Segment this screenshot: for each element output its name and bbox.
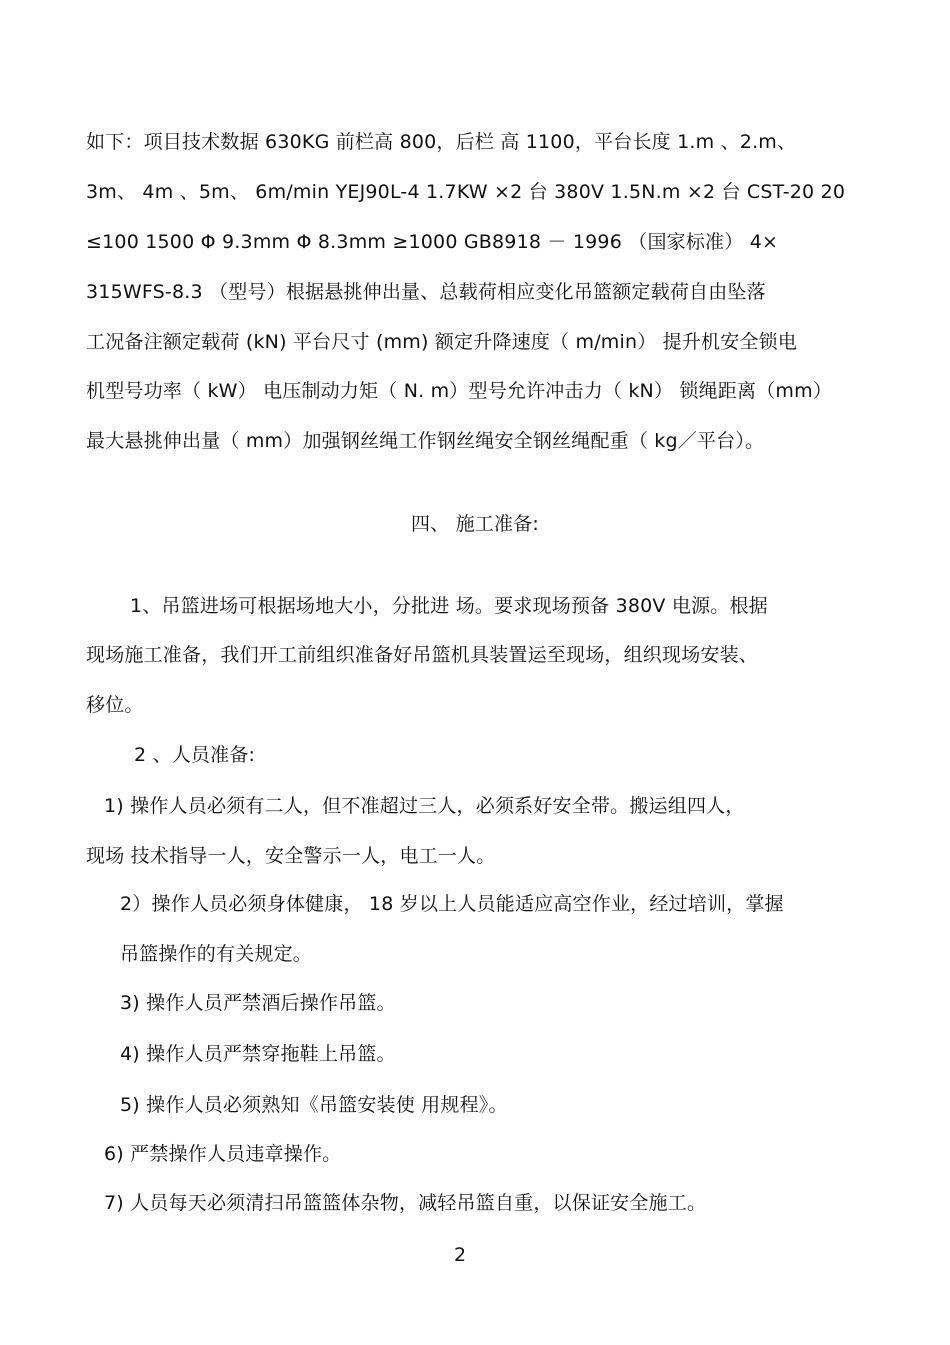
para1-line-2: 现场施工准备，我们开工前组织准备好吊篮机具装置运至现场，组织现场安装、 — [86, 644, 759, 666]
intro-line-6: 机型号功率（ kW） 电压制动力矩（ N. m）型号允许冲击力（ kN） 锁绳距离（mm） — [86, 380, 833, 402]
list-item-2a: 2）操作人员必须身体健康， 18 岁以上人员能适应高空作业，经过培训，掌握 — [120, 893, 784, 915]
intro-line-5: 工况备注额定载荷 (kN) 平台尺寸 (mm) 额定升降速度（ m/min） 提升机安全锁电 — [86, 331, 798, 353]
list-item-3: 3) 操作人员严禁酒后操作吊篮。 — [120, 992, 396, 1014]
intro-line-3: ≤100 1500 Φ 9.3mm Φ 8.3mm ≥1000 GB8918 － 1996 （国家标准） 4× — [86, 231, 779, 253]
list-item-7: 7) 人员每天必须清扫吊篮篮体杂物，减轻吊篮自重，以保证安全施工。 — [104, 1192, 707, 1214]
section-heading: 四、 施工准备: — [410, 513, 540, 535]
list-item-1b: 现场 技术指导一人，安全警示一人，电工一人。 — [86, 845, 496, 867]
intro-line-4: 315WFS-8.3 （型号）根据悬挑伸出量、总载荷相应变化吊篮额定载荷自由坠落 — [86, 281, 766, 303]
intro-line-7: 最大悬挑伸出量（ mm）加强钢丝绳工作钢丝绳安全钢丝绳配重（ kg／平台）。 — [86, 430, 765, 452]
list-item-6: 6) 严禁操作人员违章操作。 — [104, 1143, 342, 1165]
para1-line-1: 1、吊篮进场可根据场地大小，分批进 场。要求现场预备 380V 电源。根据 — [130, 595, 768, 617]
para2-heading: 2 、人员准备: — [134, 744, 256, 766]
para1-line-3: 移位。 — [86, 694, 144, 716]
intro-line-1: 如下：项目技术数据 630KG 前栏高 800，后栏 高 1100，平台长度 1.m 、2.m、 — [86, 131, 797, 153]
list-item-2b: 吊篮操作的有关规定。 — [120, 943, 313, 965]
page-number: 2 — [454, 1244, 467, 1266]
intro-line-2: 3m、 4m 、5m、 6m/min YEJ90L-4 1.7KW ×2 台 380V 1.5N.m ×2 台 CST-20 20 — [86, 181, 846, 203]
list-item-4: 4) 操作人员严禁穿拖鞋上吊篮。 — [120, 1043, 396, 1065]
list-item-1a: 1) 操作人员必须有二人，但不准超过三人，必须系好安全带。搬运组四人， — [104, 795, 745, 817]
list-item-5: 5) 操作人员必须熟知《吊篮安装使 用规程》。 — [120, 1094, 508, 1116]
